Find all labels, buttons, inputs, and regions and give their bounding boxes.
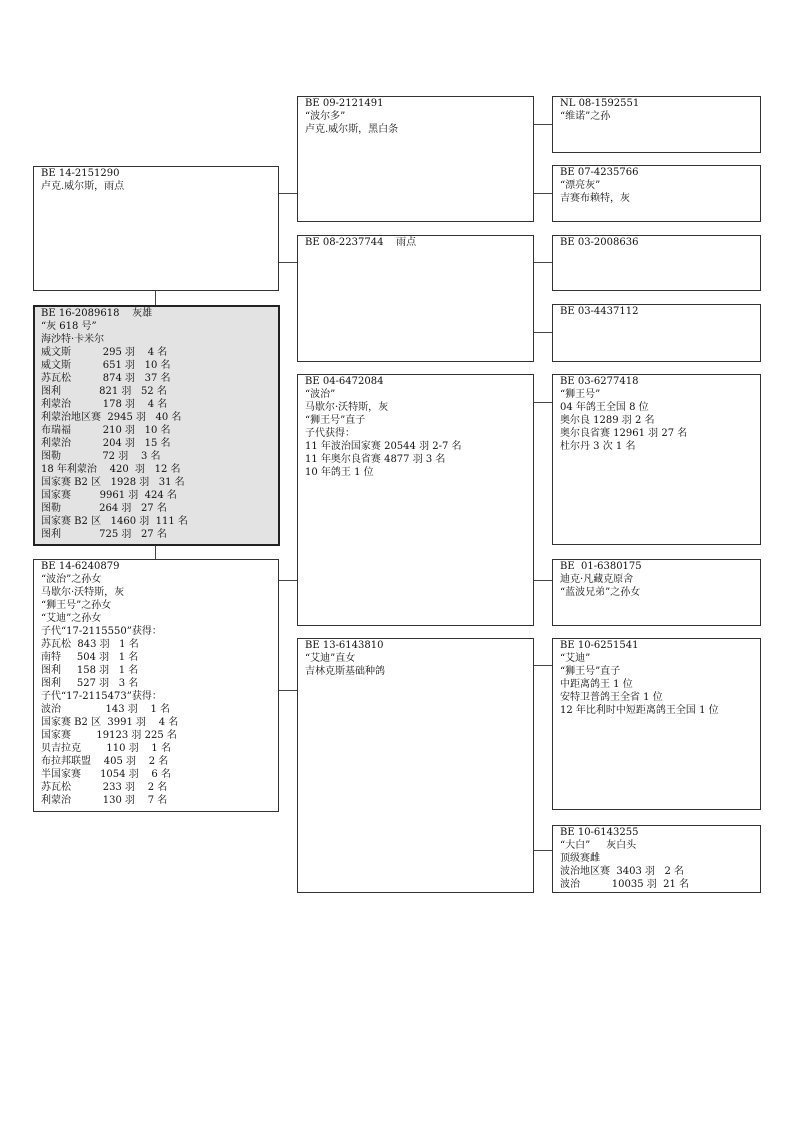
card-text-line: 利蒙治地区赛 2945 羽 40 名 [41, 412, 182, 423]
card-text-line: “灰 618 号” [41, 321, 97, 332]
card-text-line: 威文斯 651 羽 10 名 [41, 360, 171, 371]
connector-line [279, 262, 297, 263]
sire-sire-card [297, 96, 534, 222]
ring-number: BE 10-6143255 [560, 827, 639, 838]
sire-dam-sire-card [552, 235, 761, 291]
card-text-line: 国家赛 B2 区 1928 羽 31 名 [41, 477, 185, 488]
card-text-line: 波治地区赛 3403 羽 2 名 [560, 866, 685, 877]
card-text-line: 利蒙治 130 羽 7 名 [41, 795, 168, 806]
card-text-line: 海沙特·卡米尔 [41, 334, 105, 345]
subject-pigeon-card [33, 305, 280, 546]
card-text-line: 奥尔良省赛 12961 羽 27 名 [560, 428, 688, 439]
ring-number: NL 08-1592551 [560, 98, 640, 109]
card-text-line: “狮王号”之孙女 [41, 600, 112, 611]
card-text-line: “艾迪”直女 [305, 653, 356, 664]
connector-line [155, 291, 156, 305]
card-text-line: “波治” [305, 389, 336, 400]
card-text-line: 国家赛 B2 区 1460 羽 111 名 [41, 516, 188, 527]
card-text-line: 子代“17-2115473”获得： [41, 691, 162, 702]
card-text-line: 图利 527 羽 3 名 [41, 678, 139, 689]
connector-line [534, 262, 552, 263]
connector-line [534, 402, 552, 403]
connector-line [279, 690, 297, 691]
card-text-line: 11 年奥尔良省赛 4877 羽 3 名 [305, 454, 446, 465]
card-text-line: 图利 821 羽 52 名 [41, 386, 167, 397]
card-text-line: “狮王号”直子 [305, 415, 366, 426]
card-text-line: 国家赛 9961 羽 424 名 [41, 490, 177, 501]
ring-number: BE 14-6240879 [41, 561, 120, 572]
card-text-line: 布瑞福 210 羽 10 名 [41, 425, 171, 436]
card-text-line: 马歇尔·沃特斯，灰 [305, 402, 389, 413]
card-text-line: “蓝波兄弟”之孙女 [560, 587, 641, 598]
card-text-line: “波尔多” [305, 111, 346, 122]
card-text-line: 利蒙治 204 羽 15 名 [41, 438, 171, 449]
ring-number: BE 10-6251541 [560, 640, 639, 651]
card-text-line: 10 年鸽王 1 位 [305, 467, 374, 478]
card-text-line: 吉赛布赖特，灰 [560, 193, 630, 204]
connector-line [279, 580, 297, 581]
card-text-line: 04 年鸽王全国 8 位 [560, 402, 649, 413]
connector-line [155, 546, 156, 559]
card-text-line: 马歇尔·沃特斯，灰 [41, 587, 125, 598]
card-text-line: “艾迪” [560, 653, 591, 664]
dam-sire-card [297, 374, 534, 626]
card-text-line: “狮王号” [560, 389, 601, 400]
dam-sire-dam-card [552, 559, 761, 626]
card-text-line: 图勒 72 羽 3 名 [41, 451, 161, 462]
connector-line [534, 193, 552, 194]
card-text-line: 威文斯 295 羽 4 名 [41, 347, 168, 358]
ring-number: BE 01-6380175 [560, 561, 642, 572]
card-text-line: 波治 143 羽 1 名 [41, 704, 171, 715]
card-text-line: 奥尔良 1289 羽 2 名 [560, 415, 655, 426]
ring-number: BE 03-6277418 [560, 376, 639, 387]
card-text-line: 国家赛 B2 区 3991 羽 4 名 [41, 717, 179, 728]
ring-number: BE 13-6143810 [305, 640, 384, 651]
connector-line [279, 193, 297, 194]
card-text-line: 12 年比利时中短距离鸽王全国 1 位 [560, 705, 719, 716]
ring-number: BE 03-4437112 [560, 306, 639, 317]
card-text-line: 苏瓦松 233 羽 2 名 [41, 782, 168, 793]
connector-line [534, 850, 552, 851]
connector-line [534, 124, 552, 125]
card-text-line: “大白” 灰白头 [560, 840, 637, 851]
ring-number: BE 14-2151290 [41, 168, 120, 179]
card-text-line: 利蒙治 178 羽 4 名 [41, 399, 168, 410]
card-text-line: “漂亮灰” [560, 180, 601, 191]
dam-dam-card [297, 638, 534, 893]
card-text-line: 11 年波治国家赛 20544 羽 2-7 名 [305, 441, 462, 452]
card-text-line: 顶级赛雌 [560, 853, 600, 864]
connector-line [534, 332, 552, 333]
card-text-line: 图利 158 羽 1 名 [41, 665, 139, 676]
sire-sire-dam-card [552, 165, 761, 222]
card-text-line: “维诺”之孙 [560, 111, 611, 122]
card-text-line: 图勒 264 羽 27 名 [41, 503, 167, 514]
card-text-line: 半国家赛 1054 羽 6 名 [41, 769, 171, 780]
ring-number: BE 07-4235766 [560, 167, 639, 178]
card-text-line: 卢克.威尔斯，雨点 [41, 181, 125, 192]
card-text-line: 贝吉拉克 110 羽 1 名 [41, 743, 171, 754]
card-text-line: 杜尔丹 3 次 1 名 [560, 441, 636, 452]
card-text-line: 波治 10035 羽 21 名 [560, 879, 690, 890]
card-text-line: 国家赛 19123 羽 225 名 [41, 730, 177, 741]
card-text-line: 苏瓦松 843 羽 1 名 [41, 639, 139, 650]
sire-sire-sire-card [552, 96, 761, 153]
card-text-line: 子代“17-2115550”获得： [41, 626, 162, 637]
connector-line [534, 580, 552, 581]
dam-dam-dam-card [552, 825, 761, 893]
card-text-line: “狮王号”直子 [560, 666, 621, 677]
card-text-line: 苏瓦松 874 羽 37 名 [41, 373, 171, 384]
card-text-line: 迪克·凡藏克原舍 [560, 574, 634, 585]
ring-number: BE 08-2237744 雨点 [305, 237, 417, 248]
sire-card [33, 166, 279, 291]
connector-line [534, 665, 552, 666]
card-text-line: 吉林克斯基础种鸽 [305, 666, 385, 677]
dam-dam-sire-card [552, 638, 761, 810]
sire-dam-card [297, 235, 534, 362]
card-text-line: 子代获得： [305, 428, 355, 439]
card-text-line: 卢克.威尔斯，黑白条 [305, 124, 399, 135]
ring-number: BE 03-2008636 [560, 237, 639, 248]
sire-dam-dam-card [552, 304, 761, 362]
card-text-line: 18 年利蒙治 420 羽 12 名 [41, 464, 181, 475]
card-text-line: 南特 504 羽 1 名 [41, 652, 139, 663]
card-text-line: 中距离鸽王 1 位 [560, 679, 633, 690]
dam-card [33, 559, 279, 812]
dam-sire-sire-card [552, 374, 761, 545]
card-text-line: 安特卫普鸽王全省 1 位 [560, 692, 663, 703]
ring-number: BE 04-6472084 [305, 376, 384, 387]
ring-number: BE 09-2121491 [305, 98, 384, 109]
card-text-line: 图利 725 羽 27 名 [41, 529, 167, 540]
card-text-line: 布拉邦联盟 405 羽 2 名 [41, 756, 169, 767]
ring-number: BE 16-2089618 灰雄 [41, 308, 153, 319]
card-text-line: “波治”之孙女 [41, 574, 102, 585]
card-text-line: “艾迪”之孙女 [41, 613, 102, 624]
